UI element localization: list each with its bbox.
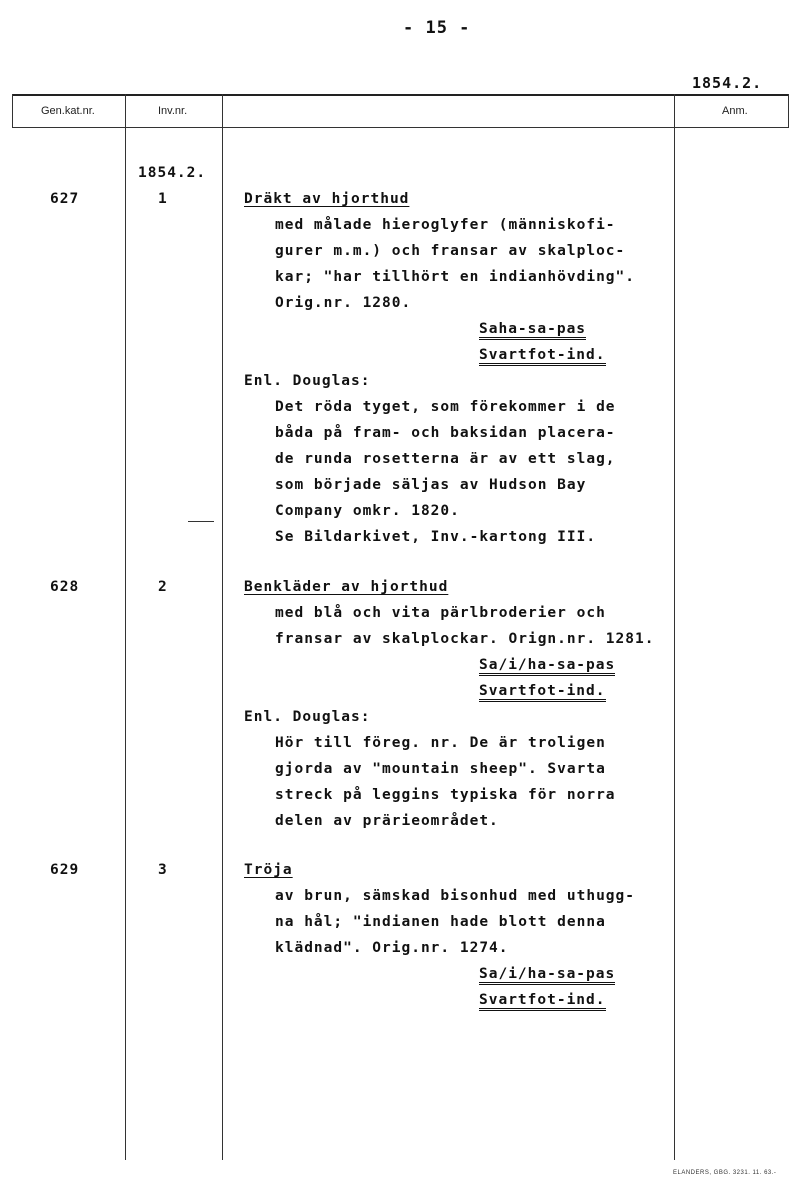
inv-number: 1 (158, 191, 168, 207)
inv-number: 3 (158, 862, 168, 878)
right-border (788, 94, 789, 128)
note-line: de runda rosetterna är av ett slag, (275, 451, 616, 467)
people-group: Svartfot-ind. (479, 992, 606, 1008)
printer-mark: ELANDERS, GBG. 3231. 11. 63.- (673, 1170, 777, 1176)
column-header-gen-kat: Gen.kat.nr. (41, 105, 95, 117)
description-line: na hål; "indianen hade blott denna (275, 914, 606, 930)
description-line: med målade hieroglyfer (människofi- (275, 217, 616, 233)
gen-kat-number: 629 (50, 862, 80, 878)
note-label: Enl. Douglas: (244, 709, 371, 725)
description-line: Orig.nr. 1280. (275, 295, 412, 311)
description-line: med blå och vita pärlbroderier och (275, 605, 606, 621)
note-line: Det röda tyget, som förekommer i de (275, 399, 616, 415)
column-header-inv: Inv.nr. (158, 105, 188, 117)
note-line: Company omkr. 1820. (275, 503, 460, 519)
note-line: streck på leggins typiska för norra (275, 787, 616, 803)
description-line: gurer m.m.) och fransar av skalploc- (275, 243, 626, 259)
gen-kat-number: 628 (50, 579, 80, 595)
note-line: Se Bildarkivet, Inv.-kartong III. (275, 529, 597, 545)
note-label: Enl. Douglas: (244, 373, 371, 389)
column-divider-2 (222, 94, 223, 1160)
column-divider-3 (674, 94, 675, 1160)
description-line: av brun, sämskad bisonhud med uthugg- (275, 888, 636, 904)
note-line: båda på fram- och baksidan placera- (275, 425, 616, 441)
people-name: Saha-sa-pas (479, 321, 586, 337)
header-bottom-rule (12, 127, 789, 128)
gen-kat-number: 627 (50, 191, 80, 207)
people-name: Sa/i/ha-sa-pas (479, 966, 615, 982)
entry-title: Dräkt av hjorthud (244, 191, 410, 207)
entry-title: Benkläder av hjorthud (244, 579, 449, 595)
column-divider-1 (125, 94, 126, 1160)
column-header-anm: Anm. (722, 105, 748, 117)
top-right-reference: 1854.2. (692, 74, 763, 92)
people-group: Svartfot-ind. (479, 683, 606, 699)
note-line: gjorda av "mountain sheep". Svarta (275, 761, 606, 777)
people-name: Sa/i/ha-sa-pas (479, 657, 615, 673)
page-number: - 15 - (403, 18, 471, 38)
margin-dash (188, 521, 214, 522)
description-line: klädnad". Orig.nr. 1274. (275, 940, 509, 956)
description-line: kar; "har tillhört en indianhövding". (275, 269, 636, 285)
description-line: fransar av skalplockar. Orign.nr. 1281. (275, 631, 655, 647)
series-label: 1854.2. (138, 165, 207, 181)
table-top-rule (12, 94, 789, 96)
people-group: Svartfot-ind. (479, 347, 606, 363)
note-line: delen av prärieområdet. (275, 813, 499, 829)
note-line: Hör till föreg. nr. De är troligen (275, 735, 606, 751)
note-line: som började säljas av Hudson Bay (275, 477, 587, 493)
entry-title: Tröja (244, 862, 293, 878)
inv-number: 2 (158, 579, 168, 595)
left-border (12, 94, 13, 128)
